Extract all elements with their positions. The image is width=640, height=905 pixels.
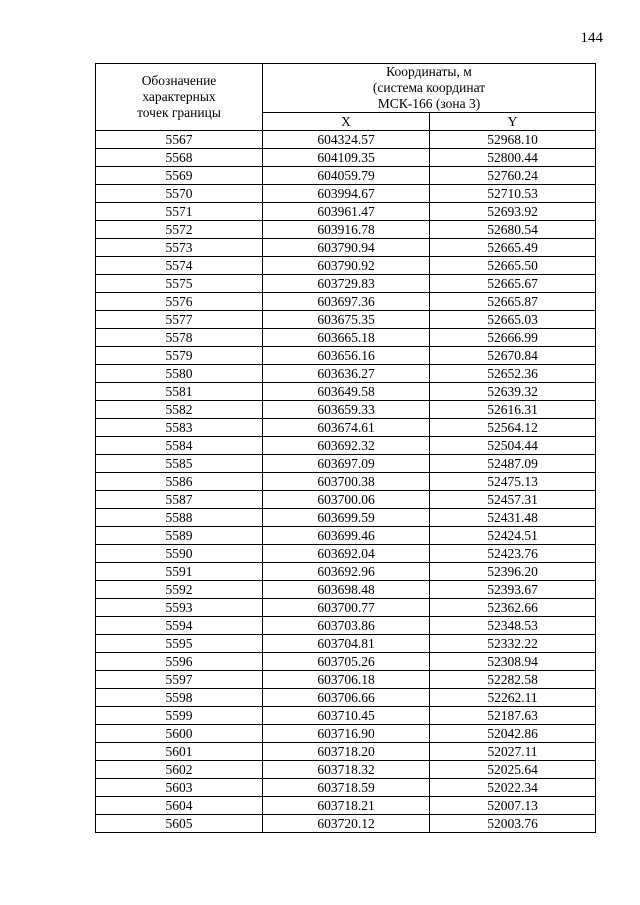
x-coordinate-cell: 603665.18: [263, 329, 430, 347]
x-coordinate-cell: 603718.20: [263, 743, 430, 761]
y-coordinate-cell: 52022.34: [430, 779, 596, 797]
x-coordinate-cell: 603704.81: [263, 635, 430, 653]
table-row: [96, 167, 596, 185]
x-coordinate-cell: 604324.57: [263, 131, 430, 149]
table-row: [96, 779, 596, 797]
header-y: Y: [430, 113, 596, 131]
point-id-cell: 5568: [96, 149, 263, 167]
y-coordinate-cell: 52007.13: [430, 797, 596, 815]
x-coordinate-cell: 604109.35: [263, 149, 430, 167]
header-coords-line: (система координат: [372, 80, 486, 95]
table-row: [96, 509, 596, 527]
x-coordinate-cell: 603994.67: [263, 185, 430, 203]
y-coordinate-cell: 52693.92: [430, 203, 596, 221]
header-x: X: [263, 113, 430, 131]
x-coordinate-cell: 603720.12: [263, 815, 430, 833]
y-coordinate-cell: 52680.54: [430, 221, 596, 239]
x-coordinate-cell: 603916.78: [263, 221, 430, 239]
y-coordinate-cell: 52475.13: [430, 473, 596, 491]
y-coordinate-cell: 52025.64: [430, 761, 596, 779]
point-id-cell: 5571: [96, 203, 263, 221]
point-id-cell: 5570: [96, 185, 263, 203]
point-id-cell: 5587: [96, 491, 263, 509]
table-row: [96, 347, 596, 365]
table-body: [96, 131, 596, 833]
point-id-cell: 5574: [96, 257, 263, 275]
page-number: 144: [580, 30, 603, 46]
table-row: [96, 239, 596, 257]
table-row: [96, 491, 596, 509]
table-row: [96, 743, 596, 761]
x-coordinate-cell: 603698.48: [263, 581, 430, 599]
point-id-cell: 5580: [96, 365, 263, 383]
x-coordinate-cell: 603675.35: [263, 311, 430, 329]
point-id-cell: 5573: [96, 239, 263, 257]
point-id-cell: 5583: [96, 419, 263, 437]
point-id-cell: 5569: [96, 167, 263, 185]
table-row: [96, 707, 596, 725]
x-coordinate-cell: 603718.59: [263, 779, 430, 797]
point-id-cell: 5602: [96, 761, 263, 779]
y-coordinate-cell: 52710.53: [430, 185, 596, 203]
table-row: [96, 401, 596, 419]
y-coordinate-cell: 52665.49: [430, 239, 596, 257]
y-coordinate-cell: 52616.31: [430, 401, 596, 419]
table-row: [96, 221, 596, 239]
point-id-cell: 5585: [96, 455, 263, 473]
point-id-cell: 5604: [96, 797, 263, 815]
table-row: [96, 437, 596, 455]
header-coords-line: МСК-166 (зона 3): [377, 96, 481, 111]
table-row: [96, 185, 596, 203]
x-coordinate-cell: 603700.38: [263, 473, 430, 491]
y-coordinate-cell: 52003.76: [430, 815, 596, 833]
point-id-cell: 5595: [96, 635, 263, 653]
coordinates-table: [95, 63, 596, 833]
y-coordinate-cell: 52027.11: [430, 743, 596, 761]
x-coordinate-cell: 603692.04: [263, 545, 430, 563]
point-id-cell: 5584: [96, 437, 263, 455]
table-row: [96, 527, 596, 545]
table-row: [96, 131, 596, 149]
y-coordinate-cell: 52968.10: [430, 131, 596, 149]
table-row: [96, 473, 596, 491]
y-coordinate-cell: 52332.22: [430, 635, 596, 653]
header-point-designation: [96, 64, 263, 131]
x-coordinate-cell: 603716.90: [263, 725, 430, 743]
table-row: [96, 689, 596, 707]
table-row: [96, 257, 596, 275]
point-id-cell: 5590: [96, 545, 263, 563]
y-coordinate-cell: 52348.53: [430, 617, 596, 635]
point-id-cell: 5581: [96, 383, 263, 401]
y-coordinate-cell: 52665.67: [430, 275, 596, 293]
y-coordinate-cell: 52487.09: [430, 455, 596, 473]
x-coordinate-cell: 603674.61: [263, 419, 430, 437]
point-id-cell: 5572: [96, 221, 263, 239]
point-id-cell: 5589: [96, 527, 263, 545]
header-coordinates: [263, 64, 596, 113]
table-row: [96, 761, 596, 779]
point-id-cell: 5596: [96, 653, 263, 671]
y-coordinate-cell: 52800.44: [430, 149, 596, 167]
x-coordinate-cell: 603699.46: [263, 527, 430, 545]
table-row: [96, 419, 596, 437]
y-coordinate-cell: 52639.32: [430, 383, 596, 401]
point-id-cell: 5600: [96, 725, 263, 743]
x-coordinate-cell: 603656.16: [263, 347, 430, 365]
x-coordinate-cell: 603700.06: [263, 491, 430, 509]
point-id-cell: 5593: [96, 599, 263, 617]
header-point-line: точек границы: [137, 105, 221, 120]
point-id-cell: 5591: [96, 563, 263, 581]
header-point-line: характерных: [142, 89, 216, 104]
y-coordinate-cell: 52431.48: [430, 509, 596, 527]
y-coordinate-cell: 52670.84: [430, 347, 596, 365]
table-row: [96, 311, 596, 329]
y-coordinate-cell: 52396.20: [430, 563, 596, 581]
x-coordinate-cell: 603710.45: [263, 707, 430, 725]
x-coordinate-cell: 603700.77: [263, 599, 430, 617]
header-point-line: Обозначение: [141, 73, 217, 88]
table-row: [96, 599, 596, 617]
table-row: [96, 383, 596, 401]
y-coordinate-cell: 52665.87: [430, 293, 596, 311]
y-coordinate-cell: 52282.58: [430, 671, 596, 689]
table-row: [96, 365, 596, 383]
x-coordinate-cell: 603692.96: [263, 563, 430, 581]
x-coordinate-cell: 603729.83: [263, 275, 430, 293]
y-coordinate-cell: 52393.67: [430, 581, 596, 599]
y-coordinate-cell: 52262.11: [430, 689, 596, 707]
y-coordinate-cell: 52665.50: [430, 257, 596, 275]
table-row: [96, 149, 596, 167]
y-coordinate-cell: 52362.66: [430, 599, 596, 617]
table-row: [96, 455, 596, 473]
x-coordinate-cell: 603961.47: [263, 203, 430, 221]
x-coordinate-cell: 603790.94: [263, 239, 430, 257]
table-row: [96, 293, 596, 311]
table-row: [96, 671, 596, 689]
x-coordinate-cell: 603699.59: [263, 509, 430, 527]
point-id-cell: 5597: [96, 671, 263, 689]
x-coordinate-cell: 603718.32: [263, 761, 430, 779]
point-id-cell: 5601: [96, 743, 263, 761]
x-coordinate-cell: 603706.66: [263, 689, 430, 707]
x-coordinate-cell: 603636.27: [263, 365, 430, 383]
x-coordinate-cell: 603692.32: [263, 437, 430, 455]
point-id-cell: 5579: [96, 347, 263, 365]
table-row: [96, 725, 596, 743]
table-row: [96, 275, 596, 293]
x-coordinate-cell: 603659.33: [263, 401, 430, 419]
x-coordinate-cell: 603649.58: [263, 383, 430, 401]
y-coordinate-cell: 52423.76: [430, 545, 596, 563]
table-row: [96, 797, 596, 815]
x-coordinate-cell: 603790.92: [263, 257, 430, 275]
point-id-cell: 5588: [96, 509, 263, 527]
point-id-cell: 5599: [96, 707, 263, 725]
table-row: [96, 203, 596, 221]
x-coordinate-cell: 603718.21: [263, 797, 430, 815]
table-row: [96, 545, 596, 563]
table-row: [96, 815, 596, 833]
y-coordinate-cell: 52760.24: [430, 167, 596, 185]
y-coordinate-cell: 52564.12: [430, 419, 596, 437]
point-id-cell: 5605: [96, 815, 263, 833]
table-row: [96, 617, 596, 635]
y-coordinate-cell: 52652.36: [430, 365, 596, 383]
table-row: [96, 581, 596, 599]
point-id-cell: 5582: [96, 401, 263, 419]
point-id-cell: 5576: [96, 293, 263, 311]
point-id-cell: 5598: [96, 689, 263, 707]
y-coordinate-cell: 52666.99: [430, 329, 596, 347]
y-coordinate-cell: 52187.63: [430, 707, 596, 725]
y-coordinate-cell: 52457.31: [430, 491, 596, 509]
x-coordinate-cell: 603703.86: [263, 617, 430, 635]
point-id-cell: 5577: [96, 311, 263, 329]
y-coordinate-cell: 52424.51: [430, 527, 596, 545]
y-coordinate-cell: 52308.94: [430, 653, 596, 671]
x-coordinate-cell: 603706.18: [263, 671, 430, 689]
point-id-cell: 5592: [96, 581, 263, 599]
point-id-cell: 5603: [96, 779, 263, 797]
point-id-cell: 5586: [96, 473, 263, 491]
y-coordinate-cell: 52665.03: [430, 311, 596, 329]
table-row: [96, 653, 596, 671]
header-coords-line: Координаты, м: [386, 64, 472, 79]
point-id-cell: 5594: [96, 617, 263, 635]
point-id-cell: 5578: [96, 329, 263, 347]
y-coordinate-cell: 52042.86: [430, 725, 596, 743]
table-row: [96, 635, 596, 653]
table-row: [96, 329, 596, 347]
x-coordinate-cell: 604059.79: [263, 167, 430, 185]
point-id-cell: 5567: [96, 131, 263, 149]
x-coordinate-cell: 603697.36: [263, 293, 430, 311]
x-coordinate-cell: 603705.26: [263, 653, 430, 671]
table-row: [96, 563, 596, 581]
x-coordinate-cell: 603697.09: [263, 455, 430, 473]
point-id-cell: 5575: [96, 275, 263, 293]
y-coordinate-cell: 52504.44: [430, 437, 596, 455]
